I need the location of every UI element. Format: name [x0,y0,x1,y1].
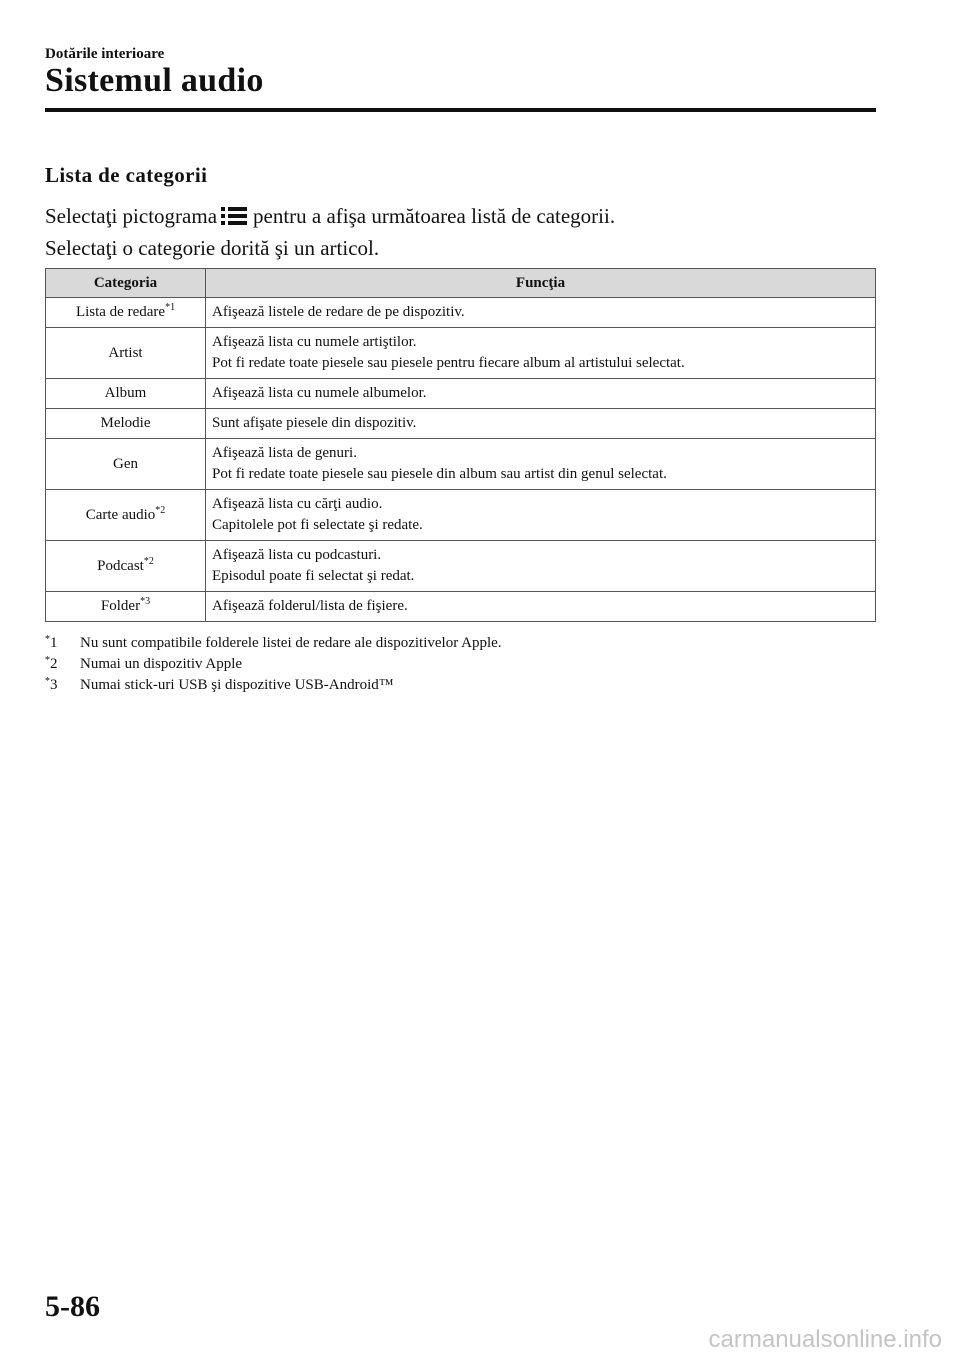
category-name: Podcast [97,557,144,574]
category-name: Lista de redare [75,304,166,320]
category-cell [46,439,206,490]
function-line: Afişează lista cu numele albumelor. [212,385,427,401]
function-cell [206,298,876,328]
page-title: Sistemul audio [45,62,264,99]
footnote-marker [45,633,80,654]
function-cell [206,439,876,490]
function-line: Pot fi redate toate piesele sau piesele pentru fiecare album al artistului selectat. [212,355,685,371]
function-cell [206,328,876,379]
function-line: Afişează lista de genuri. [212,445,357,461]
header-functia: Funcţia [206,269,876,298]
footnote-number: 3 [50,677,58,693]
list-icon [221,203,247,233]
footnote-number: 2 [50,656,58,672]
footnotes [45,633,502,696]
function-line: Afişează folderul/lista de fişiere. [212,598,408,614]
footnote-text: Nu sunt compatibile folderele listei de redare ale dispozitivelor Apple. [80,635,502,651]
function-line: Capitolele pot fi selectate şi redate. [212,517,423,533]
footnote-ref: *2 [155,504,166,516]
function-line: Episodul poate fi selectat şi redat. [212,568,415,584]
intro-text [45,201,615,263]
table-row [46,592,876,622]
table-header-row [46,269,876,298]
category-cell [46,541,206,592]
footnote-star: * [45,655,50,666]
footnote-ref: *1 [165,302,176,313]
footnote-text: Numai un dispozitiv Apple [80,656,243,672]
section-label: Dotările interioare [45,46,165,62]
page-number: 5-86 [45,1290,100,1323]
title-rule [45,108,876,112]
function-cell [206,409,876,439]
header-categoria: Categoria [46,269,206,298]
category-list-heading: Lista de categorii [45,163,208,187]
intro-line-1-before: Selectaţi pictograma [45,204,218,228]
function-line: Afişează lista cu numele artiştilor. [212,334,417,350]
function-cell [206,490,876,541]
table-row [46,439,876,490]
function-line: Sunt afişate piesele din dispozitiv. [212,415,417,431]
table-row [46,379,876,409]
function-cell [206,379,876,409]
intro-line-2: Selectaţi o categorie dorită şi un articol. [45,236,380,260]
footnote-ref: *2 [143,555,154,567]
category-cell [46,490,206,541]
category-cell [46,592,206,622]
footnote-2 [45,654,502,675]
function-line: Afişează listele de redare de pe dispozitiv. [212,304,465,320]
category-name: Carte audio [85,506,156,523]
category-name: Folder [100,598,141,614]
category-name: Artist [108,344,143,361]
category-cell [46,298,206,328]
function-line: Pot fi redate toate piesele sau piesele din album sau artist din genul selectat. [212,466,667,482]
category-name: Melodie [100,415,151,431]
footnote-1 [45,633,502,654]
footnote-number: 1 [50,635,58,651]
footnote-marker [45,654,80,675]
category-table [45,268,876,622]
footnote-star: * [45,676,50,687]
footnote-marker [45,675,80,696]
function-cell [206,592,876,622]
footnote-star: * [45,634,50,645]
table-row [46,298,876,328]
table-row [46,328,876,379]
footnote-3 [45,675,502,696]
table-row [46,490,876,541]
category-cell [46,328,206,379]
function-cell [206,541,876,592]
table-row [46,541,876,592]
function-line: Afişează lista cu cărţi audio. [212,496,383,512]
category-name: Album [104,385,147,401]
intro-line-1-after: pentru a afişa următoarea listă de categorii. [253,204,616,228]
category-cell [46,409,206,439]
footnote-text: Numai stick-uri USB şi dispozitive USB-Android™ [80,677,394,693]
intro-line-1 [45,201,615,233]
footnote-ref: *3 [140,596,151,607]
category-name: Gen [113,455,138,472]
category-cell [46,379,206,409]
table-row [46,409,876,439]
watermark: carmanualsonline.info [708,1326,942,1353]
function-line: Afişează lista cu podcasturi. [212,547,382,563]
